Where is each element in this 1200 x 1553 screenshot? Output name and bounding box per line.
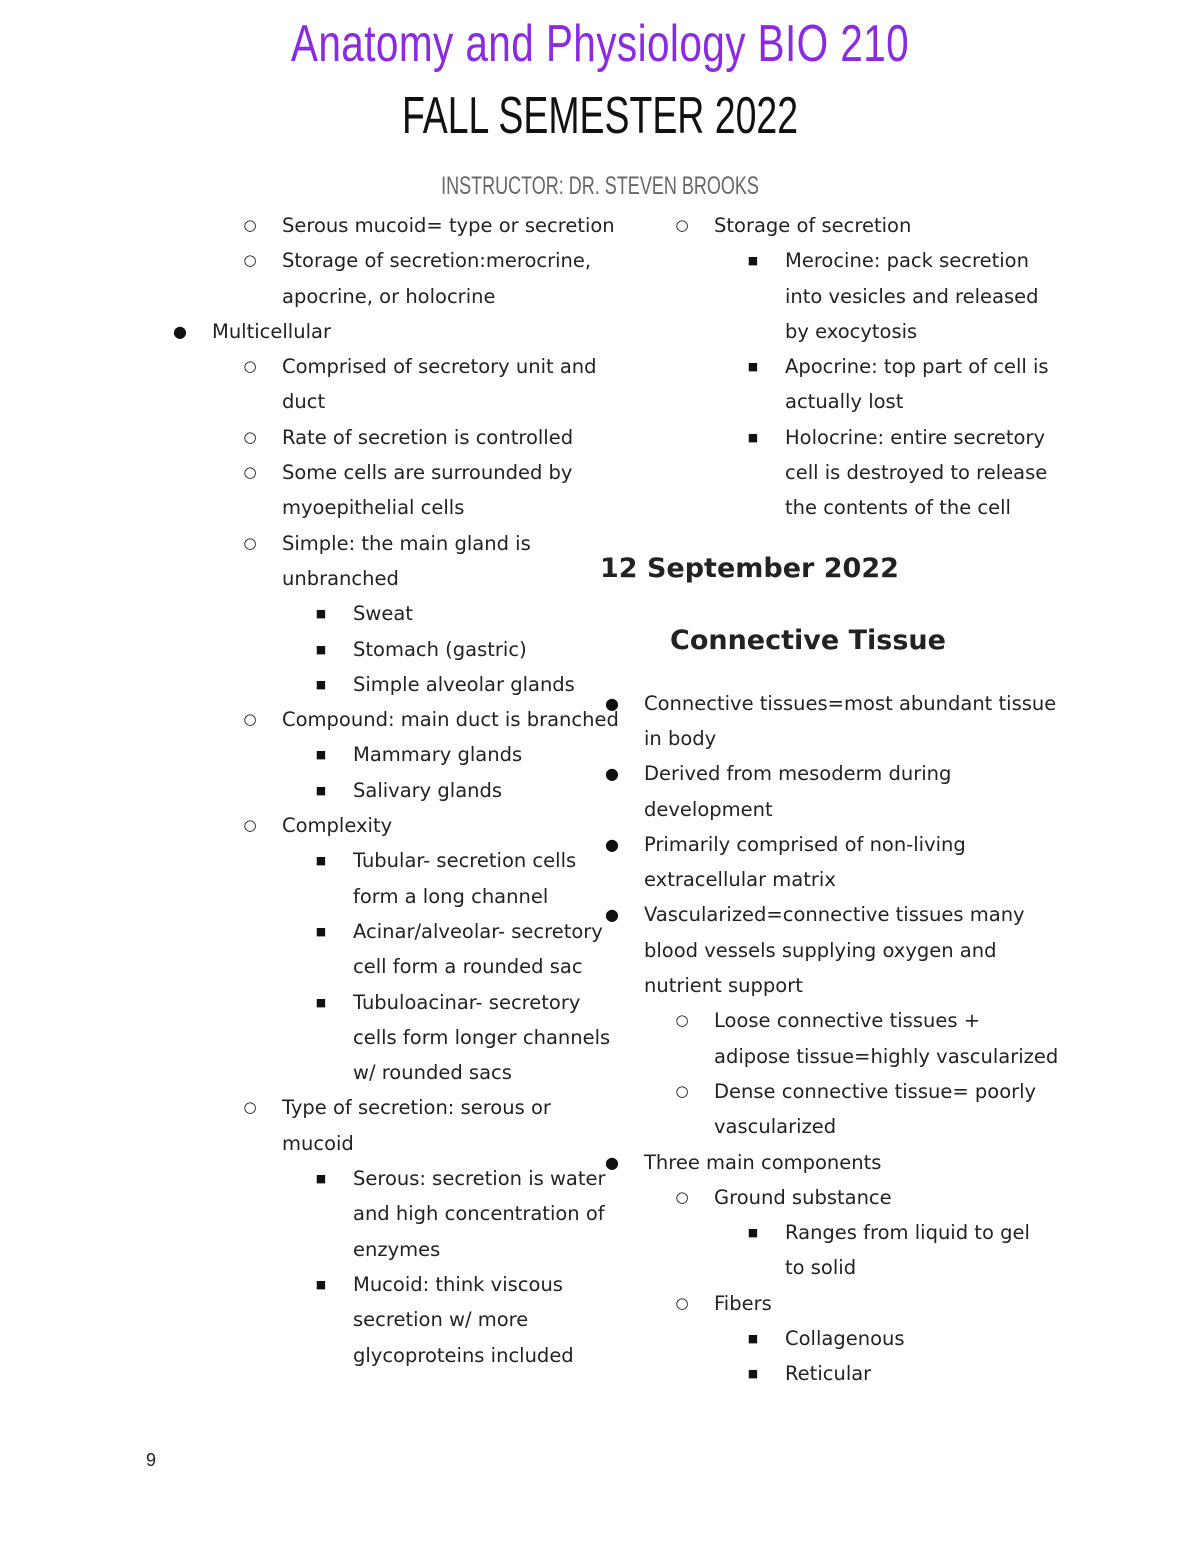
- list-item-line: in body: [644, 726, 717, 750]
- square-bullet-icon: ■: [315, 748, 327, 762]
- list-item: [592, 1003, 1072, 1074]
- square-bullet-icon: ■: [747, 1332, 759, 1346]
- list-item-line: Stomach (gastric): [353, 637, 527, 661]
- list-item-line: cell form a rounded sac: [353, 955, 583, 979]
- list-item: [160, 808, 610, 843]
- list-item-line: duct: [282, 390, 326, 414]
- list-item: [160, 349, 610, 420]
- list-item: [592, 1074, 1072, 1145]
- list-item-line: nutrient support: [644, 974, 803, 998]
- list-item: [592, 827, 1072, 898]
- list-item-line: Sweat: [353, 602, 413, 626]
- square-bullet-icon: ■: [747, 360, 759, 374]
- list-item-line: Simple: the main gland is: [282, 531, 531, 555]
- list-item: [160, 632, 610, 667]
- filled-bullet-icon: ●: [605, 1152, 619, 1172]
- list-item-line: Apocrine: top part of cell is: [785, 355, 1049, 379]
- list-item-line: unbranched: [282, 566, 399, 590]
- right-bottom-bullet-list: [592, 686, 1072, 1392]
- list-item-line: form a long channel: [353, 884, 549, 908]
- filled-bullet-icon: ●: [173, 321, 187, 341]
- square-bullet-icon: ■: [747, 1367, 759, 1381]
- list-item-line: glycoproteins included: [353, 1343, 574, 1367]
- instructor-line: INSTRUCTOR: DR. STEVEN BROOKS: [441, 172, 759, 200]
- list-item-line: and high concentration of: [353, 1202, 605, 1226]
- list-item-line: blood vessels supplying oxygen and: [644, 938, 997, 962]
- list-item-line: Collagenous: [785, 1327, 905, 1351]
- list-item-line: adipose tissue=highly vascularized: [714, 1044, 1059, 1068]
- hollow-bullet-icon: ○: [243, 427, 257, 446]
- list-item: [592, 349, 1072, 420]
- right-top-bullet-list: [592, 208, 1072, 526]
- list-item-line: Three main components: [644, 1150, 882, 1174]
- list-item: [160, 1161, 610, 1267]
- list-item: [592, 243, 1072, 349]
- list-item: [592, 1321, 1072, 1356]
- list-item-line: Acinar/alveolar- secretory: [353, 919, 603, 943]
- list-item-line: Salivary glands: [353, 778, 503, 802]
- square-bullet-icon: ■: [315, 642, 327, 656]
- list-item-line: Complexity: [282, 814, 393, 838]
- square-bullet-icon: ■: [315, 677, 327, 691]
- list-item-line: Multicellular: [212, 319, 331, 343]
- list-item-line: Connective tissues=most abundant tissue: [644, 691, 1057, 715]
- list-item-line: cells form longer channels: [353, 1025, 611, 1049]
- list-item-line: Type of secretion: serous or: [282, 1096, 551, 1120]
- hollow-bullet-icon: ○: [675, 1081, 689, 1100]
- square-bullet-icon: ■: [747, 1226, 759, 1240]
- list-item-line: Fibers: [714, 1291, 772, 1315]
- list-item: [160, 420, 610, 455]
- list-item-line: Loose connective tissues +: [714, 1009, 981, 1033]
- list-item: [592, 756, 1072, 827]
- semester-title: FALL SEMESTER 2022: [401, 87, 799, 145]
- list-item: [592, 1180, 1072, 1215]
- list-item-line: enzymes: [353, 1237, 441, 1261]
- list-item-line: Holocrine: entire secretory: [785, 425, 1046, 449]
- list-item-line: Compound: main duct is branched: [282, 708, 619, 732]
- list-item-line: Rate of secretion is controlled: [282, 425, 574, 449]
- list-item-line: Tubular- secretion cells: [353, 849, 577, 873]
- list-item-line: Ground substance: [714, 1185, 892, 1209]
- list-item-line: myoepithelial cells: [282, 496, 465, 520]
- hollow-bullet-icon: ○: [243, 533, 257, 552]
- square-bullet-icon: ■: [747, 254, 759, 268]
- hollow-bullet-icon: ○: [675, 1187, 689, 1206]
- hollow-bullet-icon: ○: [675, 216, 689, 234]
- list-item: [160, 667, 610, 702]
- document-title: Anatomy and Physiology BIO 210: [290, 15, 910, 73]
- list-item-line: by exocytosis: [785, 319, 918, 343]
- list-item: [592, 1356, 1072, 1391]
- list-item: [160, 243, 610, 314]
- filled-bullet-icon: ●: [605, 905, 619, 925]
- list-item-line: Storage of secretion:merocrine,: [282, 249, 592, 273]
- list-item-line: Storage of secretion: [714, 214, 912, 237]
- list-item-line: Dense connective tissue= poorly: [714, 1079, 1037, 1103]
- date-heading: 12 September 2022: [600, 552, 899, 584]
- list-item: [160, 1090, 610, 1161]
- square-bullet-icon: ■: [747, 430, 759, 444]
- square-bullet-icon: ■: [315, 854, 327, 868]
- list-item: [592, 208, 1072, 243]
- hollow-bullet-icon: ○: [243, 710, 257, 729]
- list-item: [592, 420, 1072, 526]
- list-item-line: development: [644, 797, 773, 821]
- list-item-line: mucoid: [282, 1131, 354, 1155]
- list-item-line: Derived from mesoderm during: [644, 762, 952, 786]
- filled-bullet-icon: ●: [605, 693, 619, 713]
- square-bullet-icon: ■: [315, 783, 327, 797]
- hollow-bullet-icon: ○: [675, 1293, 689, 1312]
- list-item-line: extracellular matrix: [644, 868, 836, 892]
- list-item: [160, 1267, 610, 1373]
- list-item-line: the contents of the cell: [785, 496, 1011, 520]
- square-bullet-icon: ■: [315, 607, 327, 621]
- hollow-bullet-icon: ○: [243, 216, 257, 234]
- list-item-line: Simple alveolar glands: [353, 672, 575, 696]
- square-bullet-icon: ■: [315, 1277, 327, 1291]
- list-item-line: into vesicles and released: [785, 284, 1039, 308]
- filled-bullet-icon: ●: [605, 764, 619, 784]
- list-item: [592, 897, 1072, 1003]
- list-item-line: w/ rounded sacs: [353, 1061, 512, 1085]
- list-item-line: Ranges from liquid to gel: [785, 1221, 1030, 1245]
- list-item-line: Tubuloacinar- secretory: [353, 990, 581, 1014]
- list-item: [160, 773, 610, 808]
- filled-bullet-icon: ●: [605, 834, 619, 854]
- list-item-line: Merocine: pack secretion: [785, 249, 1029, 273]
- hollow-bullet-icon: ○: [675, 1011, 689, 1030]
- list-item-line: Reticular: [785, 1362, 872, 1386]
- list-item-line: Serous mucoid= type or secretion: [282, 214, 615, 237]
- list-item: [160, 914, 610, 985]
- list-item: [592, 1215, 1072, 1286]
- left-bullet-list: [160, 208, 619, 1373]
- list-item-line: actually lost: [785, 390, 904, 414]
- list-item: [160, 455, 610, 526]
- square-bullet-icon: ■: [315, 924, 327, 938]
- list-item: [160, 526, 610, 597]
- square-bullet-icon: ■: [315, 1172, 327, 1186]
- right-column: [592, 208, 1072, 1392]
- list-item: [592, 686, 1072, 757]
- list-item-line: cell is destroyed to release: [785, 461, 1048, 485]
- list-item-line: Primarily comprised of non-living: [644, 832, 966, 856]
- list-item: [160, 314, 610, 349]
- list-item: [160, 985, 610, 1091]
- list-item: [592, 1145, 1072, 1180]
- section-heading: Connective Tissue: [670, 624, 946, 656]
- list-item-line: Some cells are surrounded by: [282, 461, 573, 485]
- list-item-line: to solid: [785, 1256, 857, 1280]
- hollow-bullet-icon: ○: [243, 816, 257, 835]
- list-item-line: secretion w/ more: [353, 1308, 529, 1332]
- hollow-bullet-icon: ○: [243, 251, 257, 270]
- list-item-line: Vascularized=connective tissues many: [644, 903, 1025, 927]
- hollow-bullet-icon: ○: [243, 463, 257, 482]
- list-item-line: Comprised of secretory unit and: [282, 355, 597, 379]
- hollow-bullet-icon: ○: [243, 357, 257, 376]
- list-item-line: Serous: secretion is water: [353, 1167, 606, 1191]
- hollow-bullet-icon: ○: [243, 1098, 257, 1117]
- list-item: [592, 1286, 1072, 1321]
- left-column: [160, 208, 619, 1373]
- list-item: [160, 208, 615, 243]
- list-item-line: Mammary glands: [353, 743, 523, 767]
- page-number: 9: [146, 1450, 157, 1470]
- list-item-line: apocrine, or holocrine: [282, 284, 496, 308]
- list-item: [160, 702, 619, 737]
- list-item: [160, 737, 610, 772]
- list-item-line: Mucoid: think viscous: [353, 1272, 563, 1296]
- list-item-line: vascularized: [714, 1115, 837, 1139]
- list-item: [160, 843, 610, 914]
- list-item: [160, 596, 610, 631]
- square-bullet-icon: ■: [315, 995, 327, 1009]
